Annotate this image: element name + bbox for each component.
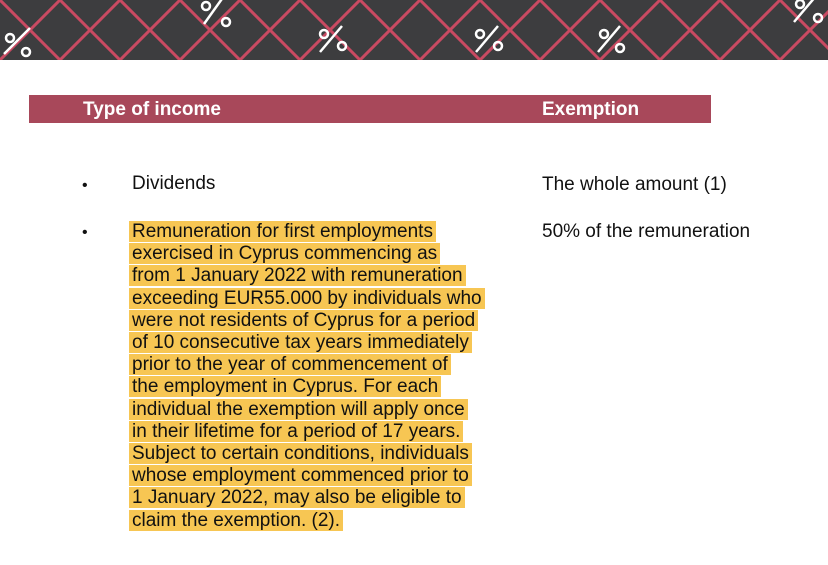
- text-line: exercised in Cyprus commencing as: [129, 243, 440, 264]
- text-line: prior to the year of commencement of: [129, 354, 451, 375]
- exemption-row-2: 50% of the remuneration: [542, 221, 751, 242]
- text-line: 1 January 2022, may also be eligible to: [129, 487, 465, 508]
- text-line: claim the exemption. (2).: [129, 510, 343, 531]
- exemption-row-1: The whole amount (1): [542, 174, 727, 195]
- header-type-of-income: Type of income: [83, 99, 221, 120]
- percent-icon: [4, 28, 30, 56]
- decorative-banner: [0, 0, 828, 60]
- percent-pattern-graphic: [0, 0, 828, 60]
- text-line: whose employment commenced prior to: [129, 465, 472, 486]
- text-line: Remuneration for first employments: [129, 221, 436, 242]
- bullet-row-2: •: [82, 224, 88, 241]
- bullet-row-1: •: [82, 177, 88, 194]
- text-line: in their lifetime for a period of 17 years.: [129, 421, 463, 442]
- header-exemption: Exemption: [542, 99, 640, 120]
- text-line: individual the exemption will apply once: [129, 399, 468, 420]
- text-line: of 10 consecutive tax years immediately: [129, 332, 472, 353]
- income-remuneration-highlighted: [129, 221, 514, 532]
- text-line: Subject to certain conditions, individuals: [129, 443, 472, 464]
- text-line: were not residents of Cyprus for a period: [129, 310, 478, 331]
- text-line: exceeding EUR55.000 by individuals who: [129, 288, 485, 309]
- income-dividends: Dividends: [132, 173, 216, 194]
- text-line: the employment in Cyprus. For each: [129, 376, 441, 397]
- text-line: from 1 January 2022 with remuneration: [129, 265, 466, 286]
